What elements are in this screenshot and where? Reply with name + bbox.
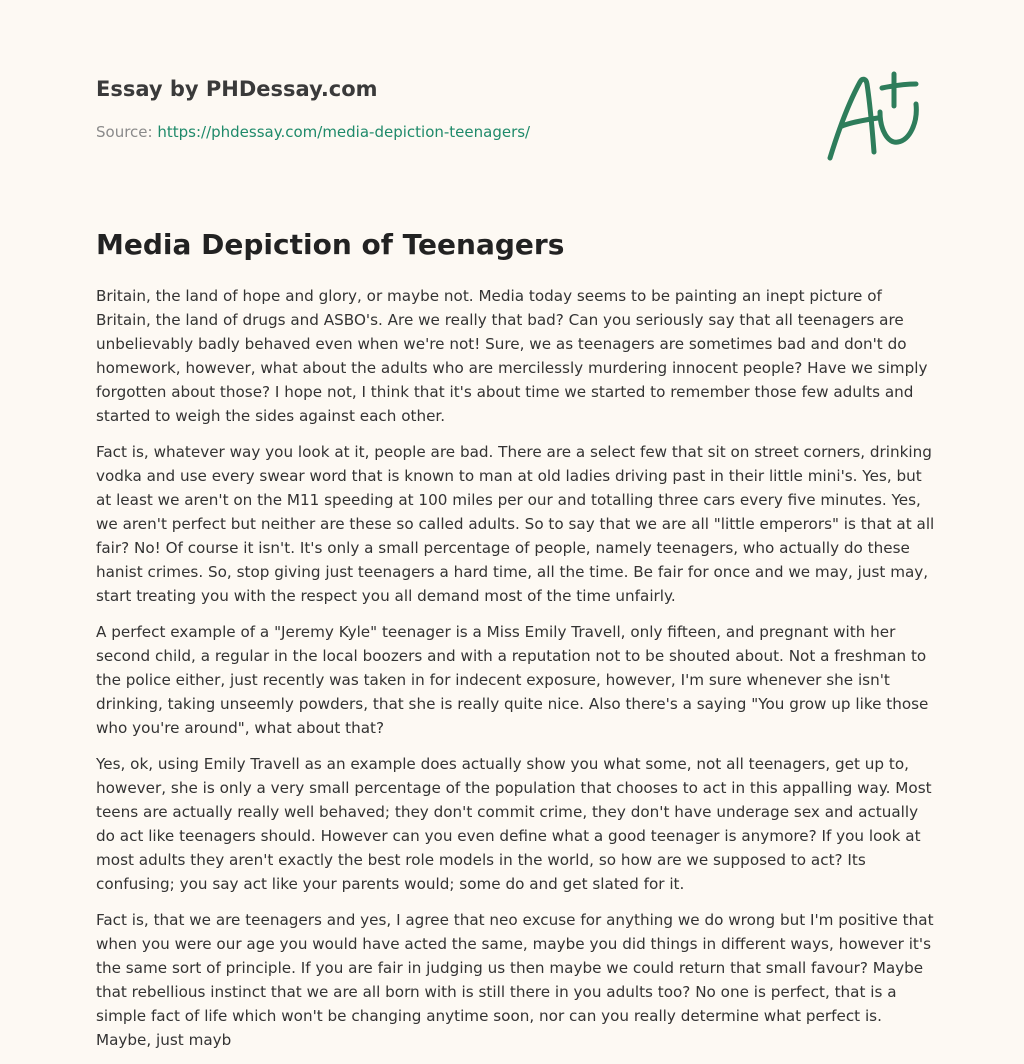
a-plus-logo-icon [822, 68, 926, 164]
essay-paragraph: Fact is, whatever way you look at it, people are bad. There are a select few that sit on street corners, drinking vodka and use every swear word that is known to man at old ladies driving past in their little mini's. Yes, but at least we aren't on the M11 speeding at 100 miles per our and totalling three cars every five minutes. Yes, we aren't perfect but neither are these so called adults. So to say that we are all "little emperors" is that at all fair? No! Of course it isn't. It's only a small percentage of people, namely teenagers, who actually do these hanist crimes. So, stop giving just teenagers a hard time, all the time. Be fair for once and we may, just may, start treating you with the respect you all demand most of the time unfairly. [96, 443, 935, 605]
essay-title: Media Depiction of Teenagers [96, 228, 565, 261]
source-line [96, 122, 928, 142]
essay-paragraph: Yes, ok, using Emily Travell as an example does actually show you what some, not all teenagers, get up to, however, she is only a very small percentage of the population that chooses to act in this appalling way. Most teens are actually really well behaved; they don't commit crime, they don't have underage sex and actually do act like teenagers should. However can you even define what a good teenager is anymore? If you look at most adults they aren't exactly the best role models in the world, so how are we supposed to act? Its confusing; you say act like your parents would; some do and get slated for it. [96, 755, 932, 893]
essay-header [96, 74, 928, 142]
essay-paragraph: Britain, the land of hope and glory, or maybe not. Media today seems to be painting an inept picture of Britain, the land of drugs and ASBO's. Are we really that bad? Can you seriously say that all teenagers are unbelievably badly behaved even when we're not! Sure, we as teenagers are sometimes bad and don't do homework, however, what about the adults who are mercilessly murdering innocent people? Have we simply forgotten about those? I hope not, I think that it's about time we started to remember those few adults and started to weigh the sides against each other. [96, 287, 928, 425]
essay-paragraph: Fact is, that we are teenagers and yes, I agree that neo excuse for anything we do wrong but I'm positive that when you were our age you would have acted the same, maybe you did things in different ways, however it's the same sort of principle. If you are fair in judging us then maybe we could return that small favour? Maybe that rebellious instinct that we are all born with is still there in you adults too? No one is perfect, that is a simple fact of life which won't be changing anytime soon, nor can you really determine what perfect is. Maybe, just mayb [96, 911, 934, 1049]
essay-paragraph: A perfect example of a "Jeremy Kyle" teenager is a Miss Emily Travell, only fifteen, and pregnant with her second child, a regular in the local boozers and with a reputation not to be shouted about. Not a freshman to the police either, just recently was taken in for indecent exposure, however, I'm sure whenever she isn't drinking, taking unseemly powders, that she is really quite nice. Also there's a saying "You grow up like those who you're around", what about that? [96, 623, 929, 737]
essay-body [96, 284, 936, 1064]
source-label: Source: [96, 123, 153, 141]
source-link[interactable]: https://phdessay.com/media-depiction-teenagers/ [157, 123, 531, 141]
brand-title: Essay by PHDessay.com [96, 77, 378, 101]
